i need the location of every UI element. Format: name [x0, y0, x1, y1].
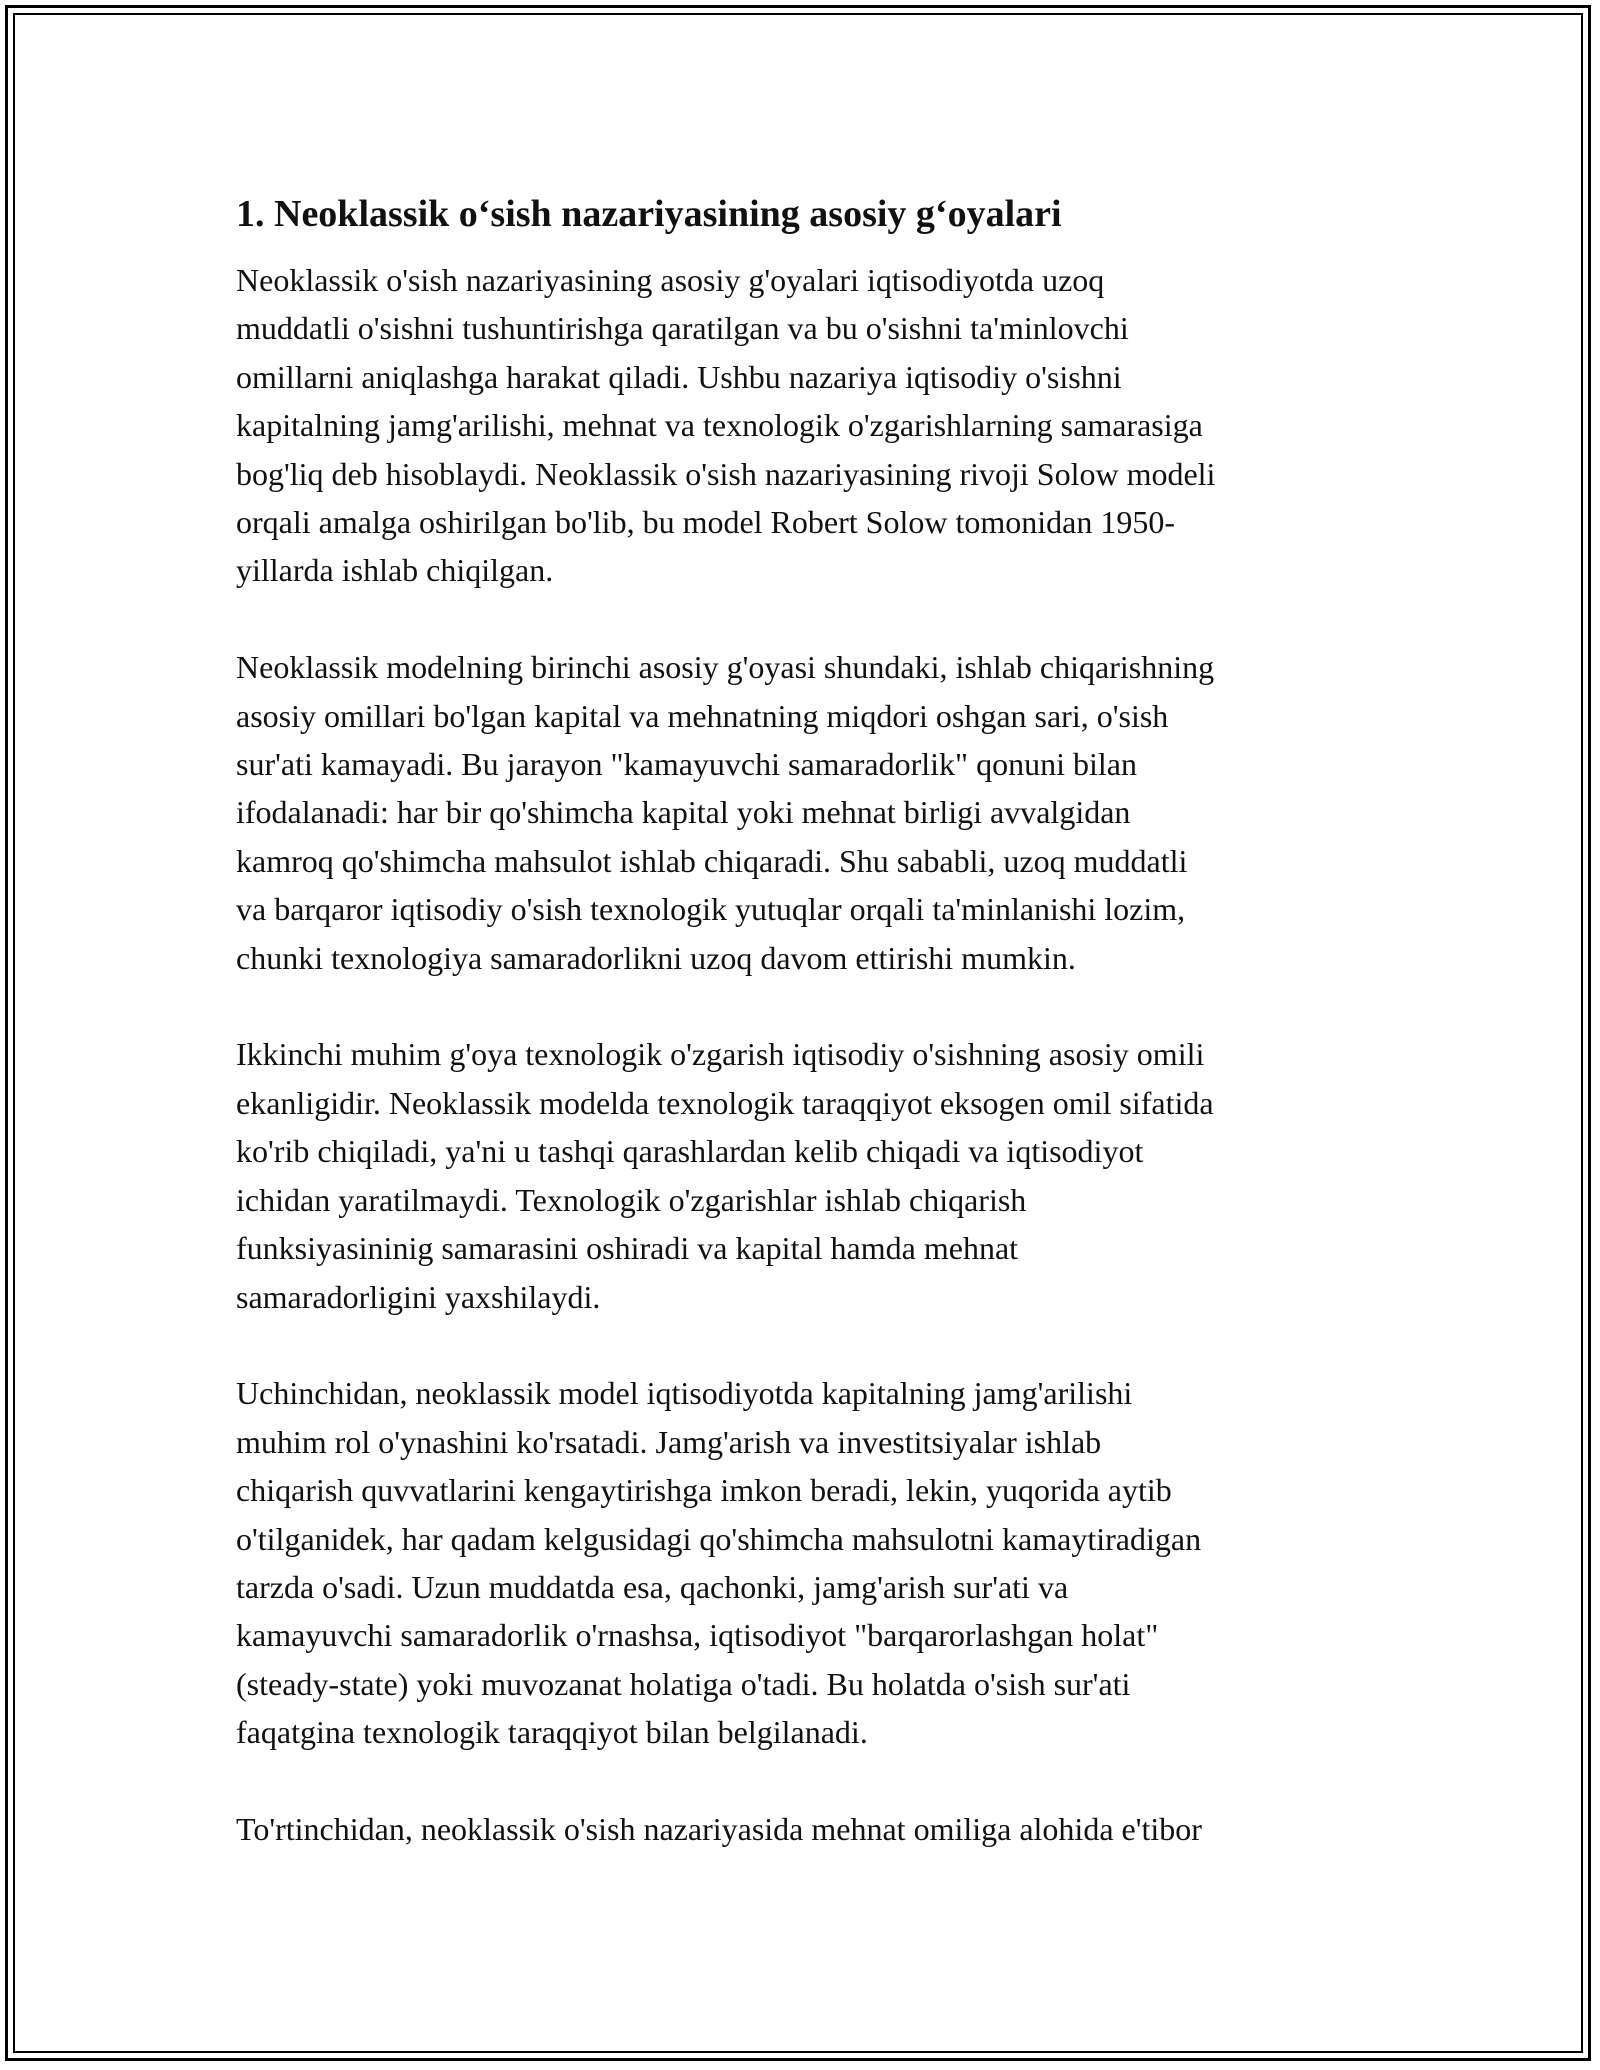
paragraph-1: Neoklassik o'sish nazariyasining asosiy g'oyalari iqtisodiyotda uzoq muddatli o'sishni tushuntirishga qaratilgan va bu o'sishni ta'minlovchi omillarni aniqlashga harakat qiladi. Ushbu nazariya iqtisodiy o'sishni kapitalning jamg'arilishi, mehnat va texnologik o'zgarishlarning samarasiga bog'liq deb hisoblaydi. Neoklassik o'sish nazariyasining rivoji Solow modeli orqali amalga oshirilgan bo'lib, bu model Robert Solow tomonidan 1950- yillarda ishlab chiqilgan. [236, 262, 1216, 589]
document-body [236, 186, 1366, 1902]
paragraph-3: Ikkinchi muhim g'oya texnologik o'zgarish iqtisodiy o'sishning asosiy omili ekanligidir. Neoklassik modelda texnologik taraqqiyot eksogen omil sifatida ko'rib chiqiladi, ya'ni u tashqi qarashlardan kelib chiqadi va iqtisodiyot ichidan yaratilmaydi. Texnologik o'zgarishlar ishlab chiqarish funksiyasininig samarasini oshiradi va kapital hamda mehnat samaradorligini yaxshilaydi. [236, 1036, 1214, 1315]
paragraph-5: To'rtinchidan, neoklassik o'sish nazariyasida mehnat omiliga alohida e'tibor [236, 1810, 1202, 1847]
paragraph-2: Neoklassik modelning birinchi asosiy g'oyasi shundaki, ishlab chiqarishning asosiy omillari bo'lgan kapital va mehnatning miqdori oshgan sari, o'sish sur'ati kamayadi. Bu jarayon "kamayuvchi samaradorlik" qonuni bilan ifodalanadi: har bir qo'shimcha kapital yoki mehnat birligi avvalgidan kamroq qo'shimcha mahsulot ishlab chiqaradi. Shu sababli, uzoq muddatli va barqaror iqtisodiy o'sish texnologik yutuqlar orqali ta'minlanishi lozim, chunki texnologiya samaradorlikni uzoq davom ettirishi mumkin. [236, 649, 1215, 976]
paragraph-4: Uchinchidan, neoklassik model iqtisodiyotda kapitalning jamg'arilishi muhim rol o'ynashini ko'rsatadi. Jamg'arish va investitsiyalar ishlab chiqarish quvvatlarini kengaytirishga imkon beradi, lekin, yuqorida aytib o'tilganidek, har qadam kelgusidagi qo'shimcha mahsulotni kamaytiradigan tarzda o'sadi. Uzun muddatda esa, qachonki, jamg'arish sur'ati va kamayuvchi samaradorlik o'rnashsa, iqtisodiyot "barqarorlashgan holat" (steady-state) yoki muvozanat holatiga o'tadi. Bu holatda o'sish sur'ati faqatgina texnologik taraqqiyot bilan belgilanadi. [236, 1375, 1202, 1751]
section-heading: 1. Neoklassik o‘sish nazariyasining asosiy g‘oyalari [236, 193, 1062, 235]
